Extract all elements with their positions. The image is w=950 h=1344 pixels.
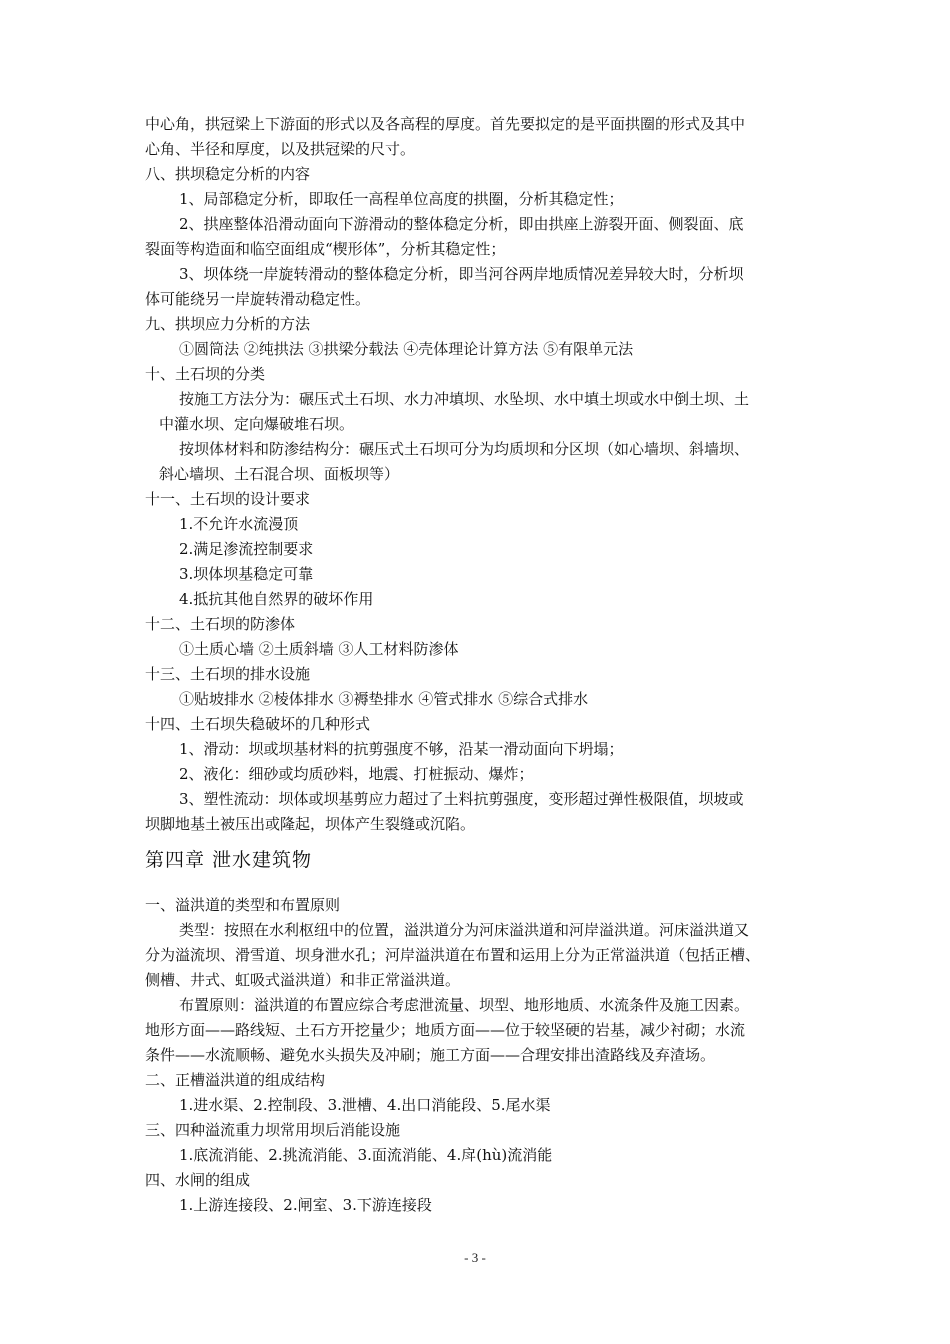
- text-line: 1.不允许水流漫顶: [179, 515, 299, 533]
- text-line: 布置原则：溢洪道的布置应综合考虑泄流量、坝型、地形地质、水流条件及施工因素。: [179, 996, 750, 1014]
- text-line: 3、塑性流动：坝体或坝基剪应力超过了土料抗剪强度，变形超过弹性极限值，坝坡或: [179, 790, 744, 808]
- text-line: 裂面等构造面和临空面组成“楔形体”，分析其稳定性；: [145, 240, 506, 258]
- text-line: 三、四种溢流重力坝常用坝后消能设施: [145, 1121, 401, 1139]
- text-line: 二、正槽溢洪道的组成结构: [145, 1071, 326, 1089]
- text-line: 斜心墙坝、土石混合坝、面板坝等）: [159, 465, 400, 483]
- spacer: [145, 879, 815, 893]
- text-line: 1、局部稳定分析，即取任一高程单位高度的拱圈，分析其稳定性；: [179, 190, 624, 208]
- text-line: 1、滑动：坝或坝基材料的抗剪强度不够，沿某一滑动面向下坍塌；: [179, 740, 624, 758]
- text-line: 2.满足渗流控制要求: [179, 540, 314, 558]
- text-line: 1.上游连接段、2.闸室、3.下游连接段: [179, 1196, 432, 1214]
- text-line: 十一、土石坝的设计要求: [145, 490, 311, 508]
- text-line: 1.进水渠、2.控制段、3.泄槽、4.出口消能段、5.尾水渠: [179, 1096, 551, 1114]
- text-line: 4.抵抗其他自然界的破坏作用: [179, 590, 374, 608]
- text-line: 条件——水流顺畅、避免水头损失及冲刷；施工方面——合理安排出渣路线及弃渣场。: [145, 1046, 716, 1064]
- text-line: 地形方面——路线短、土石方开挖量少；地质方面——位于较坚硬的岩基，减少衬砌；水流: [145, 1021, 746, 1039]
- text-line: 体可能绕另一岸旋转滑动稳定性。: [145, 290, 371, 308]
- text-line: 1.底流消能、2.挑流消能、3.面流消能、4.戽(hù)流消能: [179, 1146, 553, 1164]
- text-line: ①土质心墙 ②土质斜墙 ③人工材料防渗体: [179, 640, 459, 658]
- text-line: 一、溢洪道的类型和布置原则: [145, 896, 341, 914]
- chapter-heading: 第四章 泄水建筑物: [145, 849, 313, 871]
- page-number: - 3 -: [464, 1250, 486, 1265]
- text-line: 心角、半径和厚度，以及拱冠梁的尺寸。: [145, 140, 416, 158]
- text-line: 2、液化：细砂或均质砂料，地震、打桩振动、爆炸；: [179, 765, 534, 783]
- text-line: 十、土石坝的分类: [145, 365, 266, 383]
- text-line: 3、坝体绕一岸旋转滑动的整体稳定分析，即当河谷两岸地质情况差异较大时，分析坝: [179, 265, 744, 283]
- text-line: 十二、土石坝的防渗体: [145, 615, 296, 633]
- text-line: 2、拱座整体沿滑动面向下游滑动的整体稳定分析，即由拱座上游裂开面、侧裂面、底: [179, 215, 744, 233]
- text-line: 3.坝体坝基稳定可靠: [179, 565, 314, 583]
- text-line: 中灌水坝、定向爆破堆石坝。: [159, 415, 355, 433]
- page-content: [145, 112, 815, 1218]
- text-line: 类型：按照在水利枢纽中的位置，溢洪道分为河床溢洪道和河岸溢洪道。河床溢洪道又: [179, 921, 750, 939]
- text-line: 四、水闸的组成: [145, 1171, 251, 1189]
- text-line: ①圆筒法 ②纯拱法 ③拱梁分载法 ④壳体理论计算方法 ⑤有限单元法: [179, 340, 634, 358]
- text-block-arch-and-earth-dams: [145, 112, 815, 837]
- text-line: 中心角，拱冠梁上下游面的形式以及各高程的厚度。首先要拟定的是平面拱圈的形式及其中: [145, 115, 746, 133]
- text-line: 按施工方法分为：碾压式土石坝、水力冲填坝、水坠坝、水中填土坝或水中倒土坝、土: [179, 390, 750, 408]
- text-line: 十四、土石坝失稳破坏的几种形式: [145, 715, 371, 733]
- text-line: 分为溢流坝、滑雪道、坝身泄水孔；河岸溢洪道在布置和运用上分为正常溢洪道（包括正槽、: [145, 946, 761, 964]
- text-line: 八、拱坝稳定分析的内容: [145, 165, 311, 183]
- text-line: 十三、土石坝的排水设施: [145, 665, 311, 683]
- text-line: 九、拱坝应力分析的方法: [145, 315, 311, 333]
- text-line: 坝脚地基土被压出或隆起，坝体产生裂缝或沉陷。: [145, 815, 476, 833]
- text-line: 按坝体材料和防渗结构分：碾压式土石坝可分为均质坝和分区坝（如心墙坝、斜墙坝、: [179, 440, 750, 458]
- text-block-spillways: [145, 893, 815, 1218]
- text-line: ①贴坡排水 ②棱体排水 ③褥垫排水 ④管式排水 ⑤综合式排水: [179, 690, 589, 708]
- text-line: 侧槽、井式、虹吸式溢洪道）和非正常溢洪道。: [145, 971, 461, 989]
